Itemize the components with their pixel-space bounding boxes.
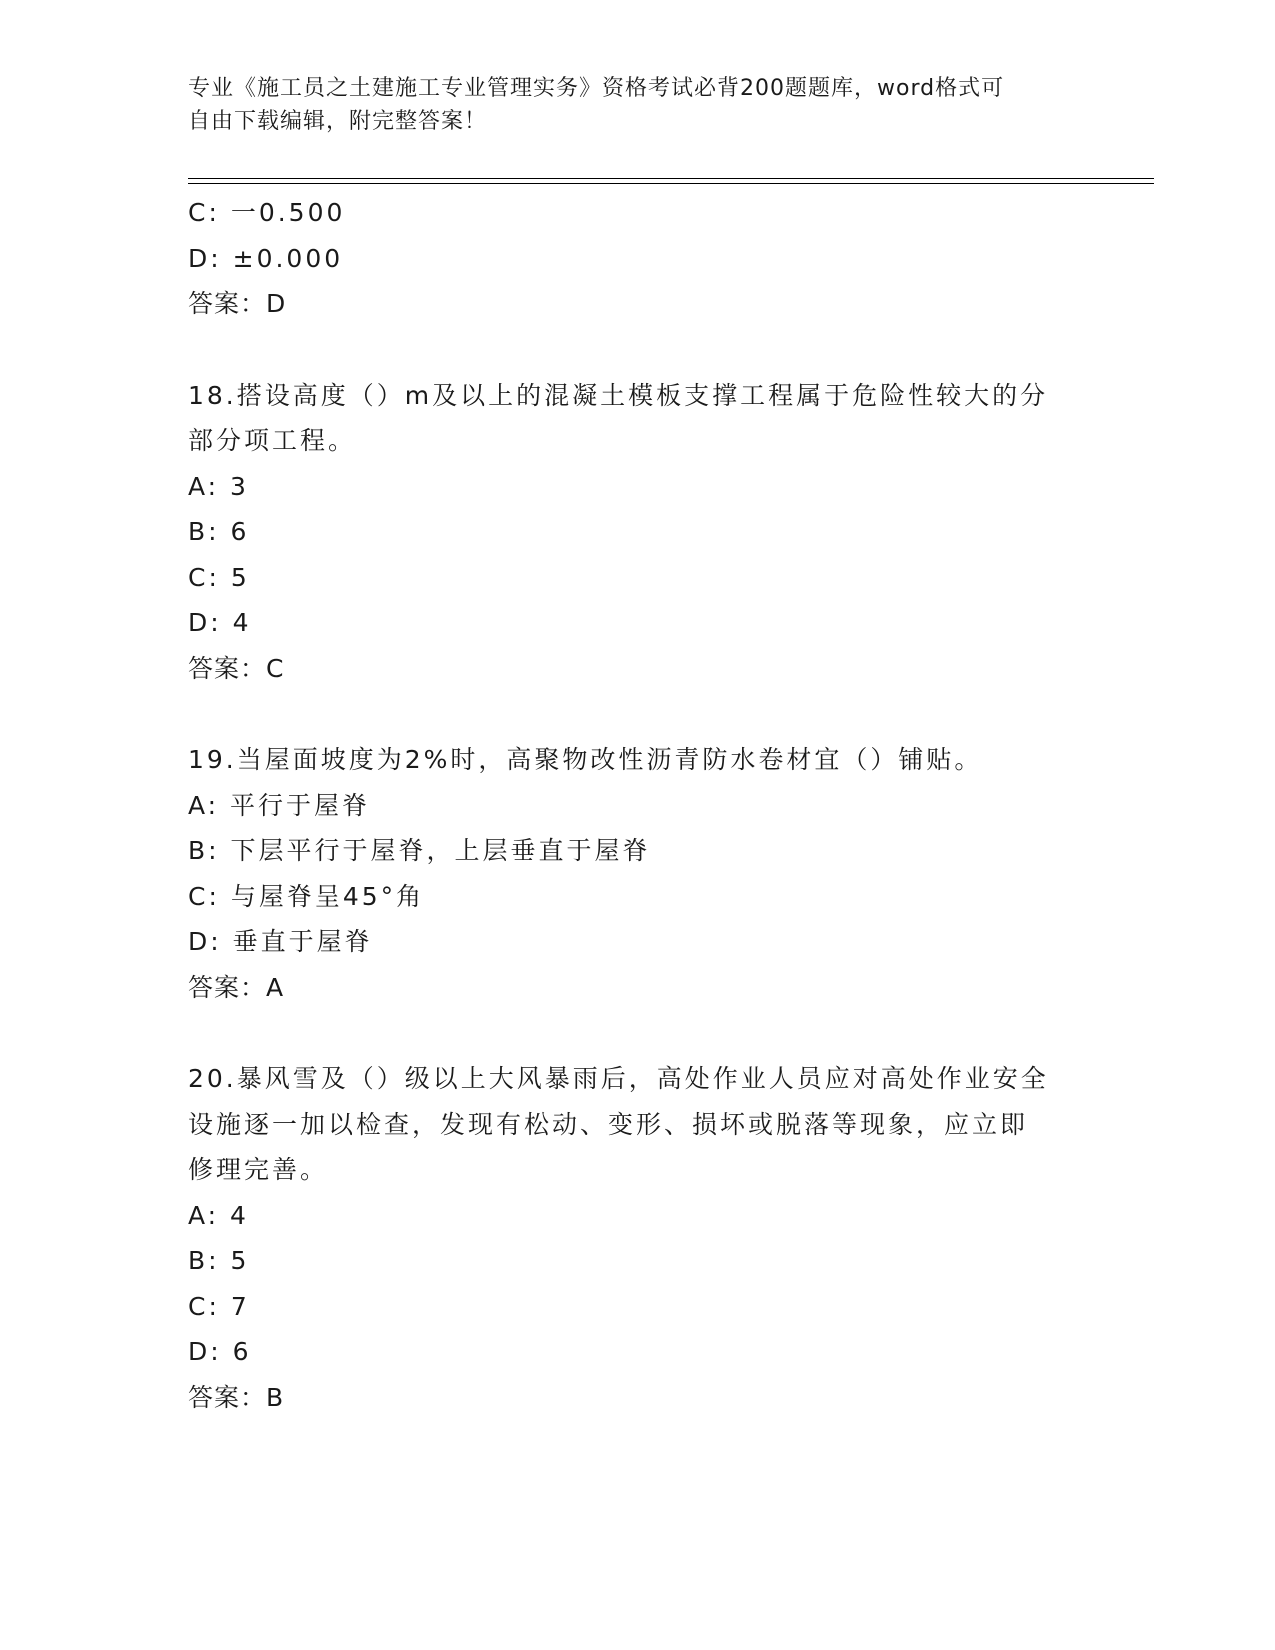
answer-line: 答案：A (188, 972, 285, 1002)
question-stem-line: 20.暴风雪及（）级以上大风暴雨后，高处作业人员应对高处作业安全 (188, 1064, 1049, 1093)
option-b: B: 下层平行于屋脊，上层垂直于屋脊 (188, 836, 651, 865)
header-rule-top (188, 178, 1154, 179)
header-rule-bottom (188, 183, 1154, 184)
option-c: C: 7 (188, 1291, 250, 1321)
question-18 (188, 373, 1088, 692)
previous-question-tail (188, 190, 1088, 327)
answer-line: 答案：C (188, 653, 285, 683)
question-stem-line: 修理完善。 (188, 1155, 329, 1184)
option-b: B: 5 (188, 1246, 250, 1275)
question-stem-line: 部分项工程。 (188, 426, 357, 455)
answer-line: 答案：D (188, 289, 287, 318)
header-line-1: 专业《施工员之土建施工专业管理实务》资格考试必背200题题库，word格式可 (188, 76, 1005, 101)
option-d: D: 4 (188, 608, 252, 637)
option-a: A: 3 (188, 471, 249, 501)
header-line-2: 自由下载编辑，附完整答案！ (188, 109, 488, 134)
option-c: C: 与屋脊呈45°角 (188, 881, 425, 911)
option-b: B: 6 (188, 517, 250, 546)
question-stem-line: 18.搭设高度（）m及以上的混凝土模板支撑工程属于危险性较大的分 (188, 380, 1049, 410)
answer-line: 答案：B (188, 1382, 285, 1412)
option-c: C: 一0.500 (188, 198, 346, 227)
question-stem-line: 设施逐一加以检查，发现有松动、变形、损坏或脱落等现象，应立即 (188, 1109, 1029, 1139)
document-header (188, 72, 1068, 138)
question-19 (188, 737, 1088, 1010)
option-a: A: 平行于屋脊 (188, 790, 371, 820)
option-c: C: 5 (188, 562, 250, 592)
option-a: A: 4 (188, 1200, 249, 1230)
question-stem-line: 19.当屋面坡度为2%时，高聚物改性沥青防水卷材宜（）铺贴。 (188, 745, 983, 774)
option-d: D: ±0.000 (188, 243, 344, 273)
option-d: D: 6 (188, 1337, 252, 1366)
option-d: D: 垂直于屋脊 (188, 927, 373, 956)
question-20 (188, 1056, 1088, 1420)
question-list (188, 190, 1088, 1420)
